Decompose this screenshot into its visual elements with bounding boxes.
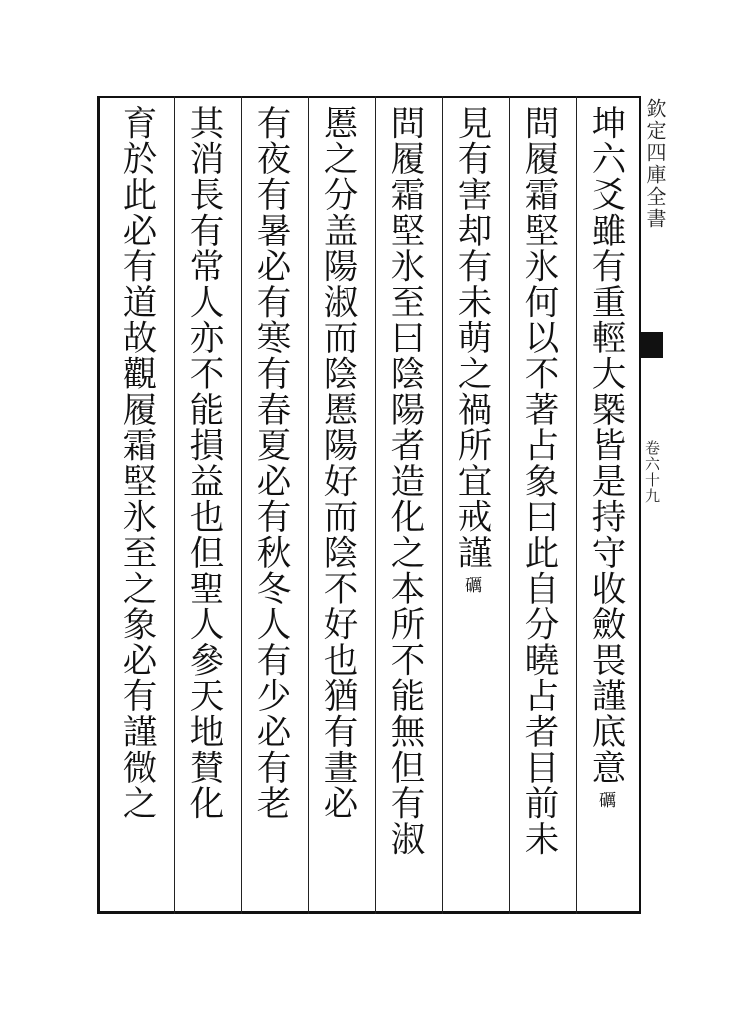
text-column-5: [317, 105, 357, 821]
book-title: 欽定四庫全書: [643, 98, 667, 230]
text-column-3: [451, 105, 491, 593]
column-rule: [509, 96, 510, 914]
text-column-7: [183, 105, 223, 821]
column-text: 問履霜堅氷何以不著占象曰此自分曉占者目前未: [518, 105, 558, 857]
column-text: 育於此必有道故觀履霜堅氷至之象必有謹微之: [116, 105, 156, 821]
text-column-6: [250, 105, 290, 821]
column-text: 見有害却有未萌之禍所宜戒謹: [451, 105, 491, 571]
chapter-label: 卷六十九: [643, 440, 661, 504]
column-text: 慝之分盖陽淑而陰慝陽好而陰不好也猶有晝必: [317, 105, 357, 821]
text-column-1: [585, 105, 625, 808]
column-note: 礪: [461, 576, 481, 594]
column-rule: [375, 96, 376, 914]
text-column-2: [518, 105, 558, 857]
column-text: 有夜有暑必有寒有春夏必有秋冬人有少必有老: [250, 105, 290, 821]
column-text: 問履霜堅氷至曰陰陽者造化之本所不能無但有淑: [384, 105, 424, 857]
column-rule: [174, 96, 175, 914]
column-note: 礪: [595, 791, 615, 809]
text-column-8: [116, 105, 156, 821]
column-text: 其消長有常人亦不能損益也但聖人參天地賛化: [183, 105, 223, 821]
column-rule: [576, 96, 577, 914]
fishtail-mark: [641, 332, 663, 358]
text-column-4: [384, 105, 424, 857]
column-rule: [308, 96, 309, 914]
text-frame: [97, 96, 641, 914]
column-rule: [442, 96, 443, 914]
column-rule: [241, 96, 242, 914]
column-text: 坤六爻雖有重輕大槩皆是持守收斂畏謹底意: [585, 105, 625, 786]
